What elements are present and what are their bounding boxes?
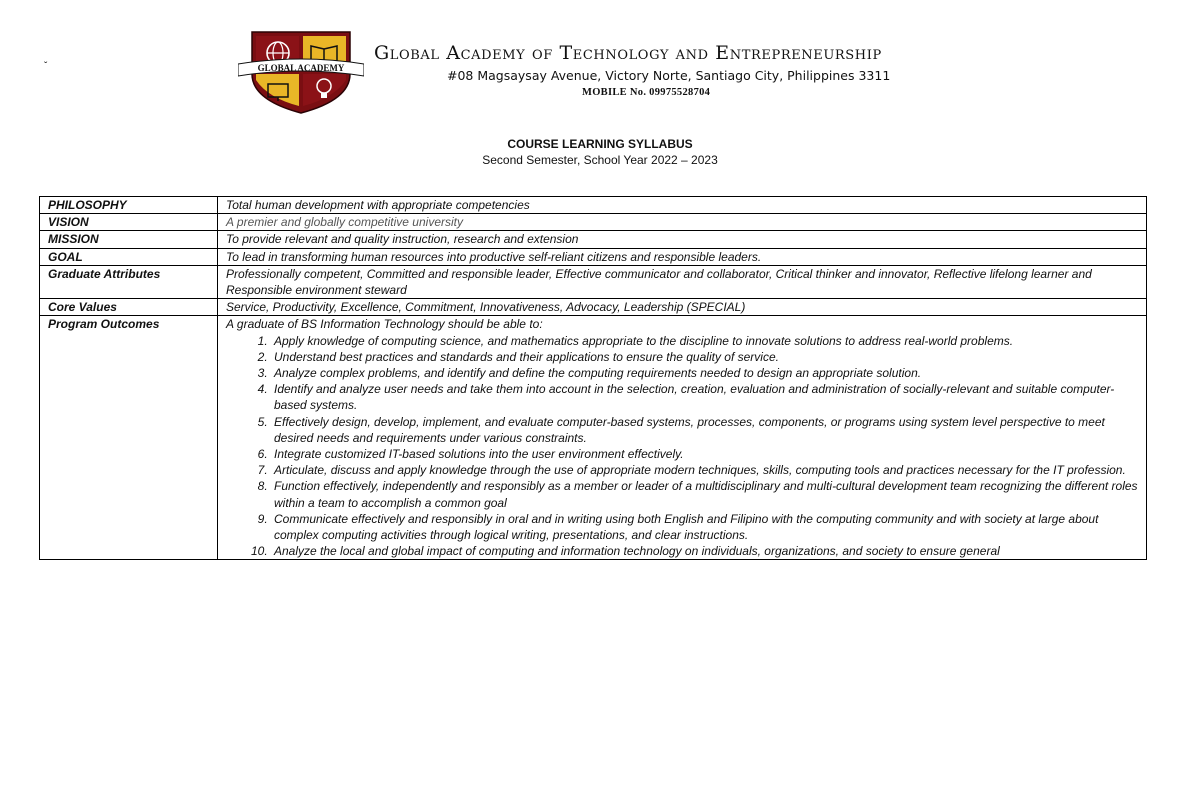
program-outcome-item: 6. Integrate customized IT-based solutions into the user environment effectively. [271, 446, 1138, 462]
program-outcome-item: 9. Communicate effectively and responsibly in oral and in writing using both English and Filipino with the computing community and with society at large about complex computing activities through logical writing, presentations, and clear instructions. [271, 511, 1138, 543]
program-outcome-item: 10. Analyze the local and global impact of computing and information technology on individuals, organizations, and society to ensure general [271, 543, 1138, 559]
program-outcomes-cell [218, 316, 1147, 560]
mission-value: To provide relevant and quality instruction, research and extension [218, 231, 1147, 248]
goal-row [40, 248, 1147, 265]
mission-label: MISSION [40, 231, 218, 248]
graduate-attributes-label: Graduate Attributes [40, 265, 218, 298]
goal-label: GOAL [40, 248, 218, 265]
program-outcomes-label: Program Outcomes [40, 316, 218, 560]
vision-value: A premier and globally competitive university [218, 214, 1147, 231]
school-logo [238, 28, 364, 114]
graduate-attributes-value: Professionally competent, Committed and responsible leader, Effective communicator and collaborator, Critical thinker and innovator, Reflective lifelong learner and Responsible environment steward [218, 265, 1147, 298]
program-outcome-item: 8. Function effectively, independently and responsibly as a member or leader of a multidisciplinary and multi-cultural development team recognizing the different roles within a team to accomplish a common goal [271, 478, 1138, 510]
goal-value: To lead in transforming human resources into productive self-reliant citizens and responsible leaders. [218, 248, 1147, 265]
program-outcome-item: 1. Apply knowledge of computing science, and mathematics appropriate to the discipline to innovate solutions to address real-world problems. [271, 333, 1138, 349]
program-outcome-item: 3. Analyze complex problems, and identify and define the computing requirements needed to design an appropriate solution. [271, 365, 1138, 381]
program-outcomes-intro: A graduate of BS Information Technology should be able to: [226, 317, 543, 332]
core-values-value: Service, Productivity, Excellence, Commitment, Innovativeness, Advocacy, Leadership (SPECIAL) [218, 299, 1147, 316]
program-outcome-item: 4. Identify and analyze user needs and take them into account in the selection, creation, evaluation and administration of socially-relevant and suitable computer-based systems. [271, 381, 1138, 413]
program-outcome-item: 2. Understand best practices and standards and their applications to ensure the quality of service. [271, 349, 1138, 365]
program-outcomes-row [40, 316, 1147, 560]
program-outcome-item: 7. Articulate, discuss and apply knowledge through the use of appropriate modern techniques, skills, computing tools and practices necessary for the IT profession. [271, 462, 1138, 478]
philosophy-row [40, 197, 1147, 214]
document-subtitle: Second Semester, School Year 2022 – 2023 [482, 153, 718, 167]
philosophy-label: PHILOSOPHY [40, 197, 218, 214]
program-outcomes-list [226, 333, 1138, 560]
stray-mark: ˇ [44, 61, 48, 72]
core-values-row [40, 299, 1147, 316]
school-address: #08 Magsaysay Avenue, Victory Norte, Santiago City, Philippines 3311 [447, 68, 891, 83]
program-outcome-item: 5. Effectively design, develop, implement, and evaluate computer-based systems, processes, components, or programs using system level perspective to meet desired needs and requirements under various constraints. [271, 414, 1138, 446]
graduate-attributes-row [40, 265, 1147, 298]
mission-row [40, 231, 1147, 248]
logo-banner-text: GLOBAL ACADEMY [257, 63, 345, 73]
vision-row [40, 214, 1147, 231]
school-name: Global Academy of Technology and Entrepreneurship [374, 42, 882, 64]
core-values-label: Core Values [40, 299, 218, 316]
school-mobile-number: MOBILE No. 09975528704 [582, 87, 711, 98]
vision-label: VISION [40, 214, 218, 231]
institution-info-table [39, 196, 1147, 560]
document-title: COURSE LEARNING SYLLABUS [507, 137, 693, 151]
philosophy-value: Total human development with appropriate competencies [218, 197, 1147, 214]
